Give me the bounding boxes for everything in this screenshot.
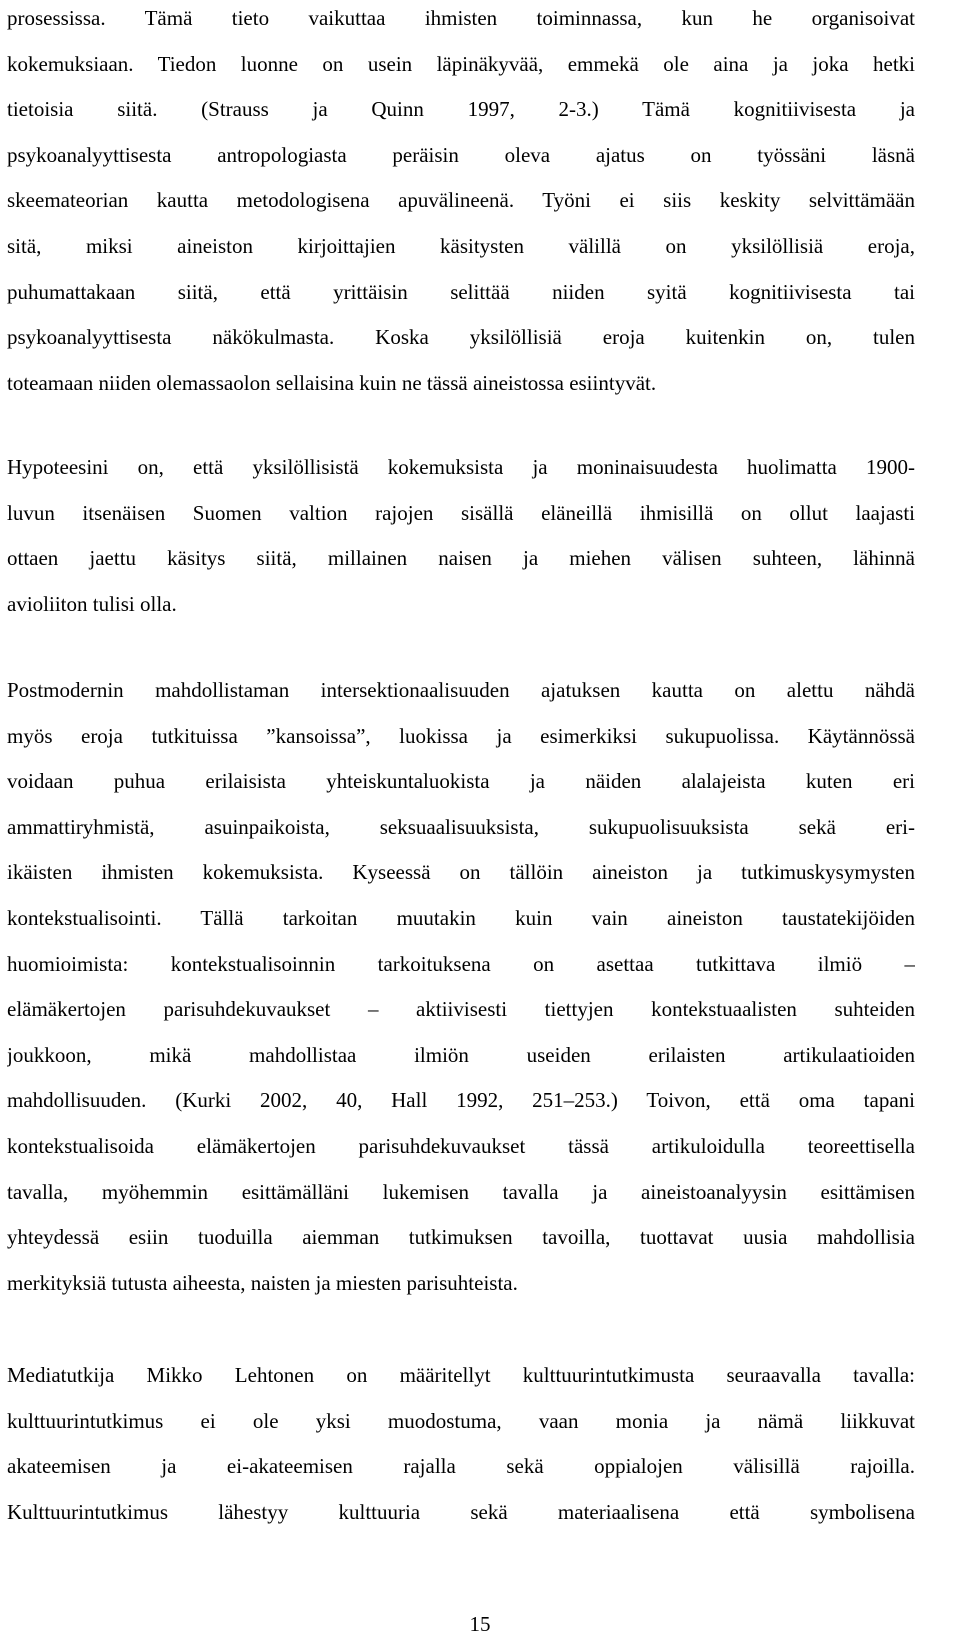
text-line: prosessissa. Tämä tieto vaikuttaa ihmisten toiminnassa, kun he organisoivat [7, 6, 915, 30]
text-line: toteamaan niiden olemassaolon sellaisina kuin ne tässä aineistossa esiintyvät. [7, 370, 657, 395]
paragraph-2 [7, 445, 915, 627]
paragraph-3 [7, 668, 915, 1306]
text-line: yhteydessä esiin tuoduilla aiemman tutkimuksen tavoilla, tuottavat uusia mahdollisia [7, 1225, 915, 1250]
text-line: kulttuurintutkimus ei ole yksi muodostuma, vaan monia ja nämä liikkuvat [7, 1408, 915, 1433]
text-line: skeemateorian kautta metodologisena apuvälineenä. Työni ei siis keskity selvittämään [7, 188, 915, 213]
text-line: mahdollisuuden. (Kurki 2002, 40, Hall 1992, 251–253.) Toivon, että oma tapani [7, 1088, 915, 1113]
paragraph-4 [7, 1353, 915, 1535]
paragraph-1 [7, 0, 915, 406]
text-line: ottaen jaettu käsitys siitä, millainen naisen ja miehen välisen suhteen, lähinnä [7, 546, 915, 571]
text-line: Kulttuurintutkimus lähestyy kulttuuria sekä materiaalisena että symbolisena [7, 1499, 915, 1524]
text-line: merkityksiä tutusta aiheesta, naisten ja miesten parisuhteista. [7, 1270, 518, 1295]
text-line: Hypoteesini on, että yksilöllisistä kokemuksista ja moninaisuudesta huolimatta 1900- [7, 455, 915, 479]
text-line: sitä, miksi aineiston kirjoittajien käsitysten välillä on yksilöllisiä eroja, [7, 233, 915, 258]
text-line: kokemuksiaan. Tiedon luonne on usein läpinäkyvää, emmekä ole aina ja joka hetki [7, 51, 915, 76]
text-line: puhumattakaan siitä, että yrittäisin selittää niiden syitä kognitiivisesta tai [7, 279, 915, 304]
text-line: psykoanalyyttisesta antropologiasta peräisin oleva ajatus on työssäni läsnä [7, 142, 915, 167]
text-line: psykoanalyyttisesta näkökulmasta. Koska yksilöllisiä eroja kuitenkin on, tulen [7, 325, 915, 350]
text-line: elämäkertojen parisuhdekuvaukset – aktiivisesti tiettyjen kontekstuaalisten suhteiden [7, 997, 915, 1022]
text-line: akateemisen ja ei-akateemisen rajalla sekä oppialojen välisillä rajoilla. [7, 1454, 915, 1479]
text-line: voidaan puhua erilaisista yhteiskuntaluokista ja näiden alalajeista kuten eri [7, 769, 915, 794]
text-line: luvun itsenäisen Suomen valtion rajojen sisällä eläneillä ihmisillä on ollut laajasti [7, 500, 915, 525]
text-line: ammattiryhmistä, asuinpaikoista, seksuaalisuuksista, sukupuolisuuksista sekä eri- [7, 814, 915, 839]
text-line: Mediatutkija Mikko Lehtonen on määritellyt kulttuurintutkimusta seuraavalla tavalla: [7, 1363, 915, 1387]
page-number: 15 [469, 1612, 491, 1636]
text-line: kontekstualisointi. Tällä tarkoitan muutakin kuin vain aineiston taustatekijöiden [7, 905, 915, 930]
text-line: joukkoon, mikä mahdollistaa ilmiön useiden erilaisten artikulaatioiden [7, 1042, 915, 1067]
text-line: huomioimista: kontekstualisoinnin tarkoituksena on asettaa tutkittava ilmiö – [7, 951, 915, 976]
text-line: myös eroja tutkituissa ”kansoissa”, luokissa ja esimerkiksi sukupuolissa. Käytännössä [7, 723, 915, 748]
text-line: tavalla, myöhemmin esittämälläni lukemisen tavalla ja aineistoanalyysin esittämisen [7, 1179, 915, 1204]
text-line: tietoisia siitä. (Strauss ja Quinn 1997, 2-3.) Tämä kognitiivisesta ja [7, 97, 915, 122]
text-line: avioliiton tulisi olla. [7, 591, 177, 616]
text-line: ikäisten ihmisten kokemuksista. Kyseessä on tällöin aineiston ja tutkimuskysymysten [7, 860, 915, 885]
text-line: kontekstualisoida elämäkertojen parisuhdekuvaukset tässä artikuloidulla teoreettisella [7, 1133, 915, 1158]
text-line: Postmodernin mahdollistaman intersektionaalisuuden ajatuksen kautta on alettu nähdä [7, 678, 915, 702]
